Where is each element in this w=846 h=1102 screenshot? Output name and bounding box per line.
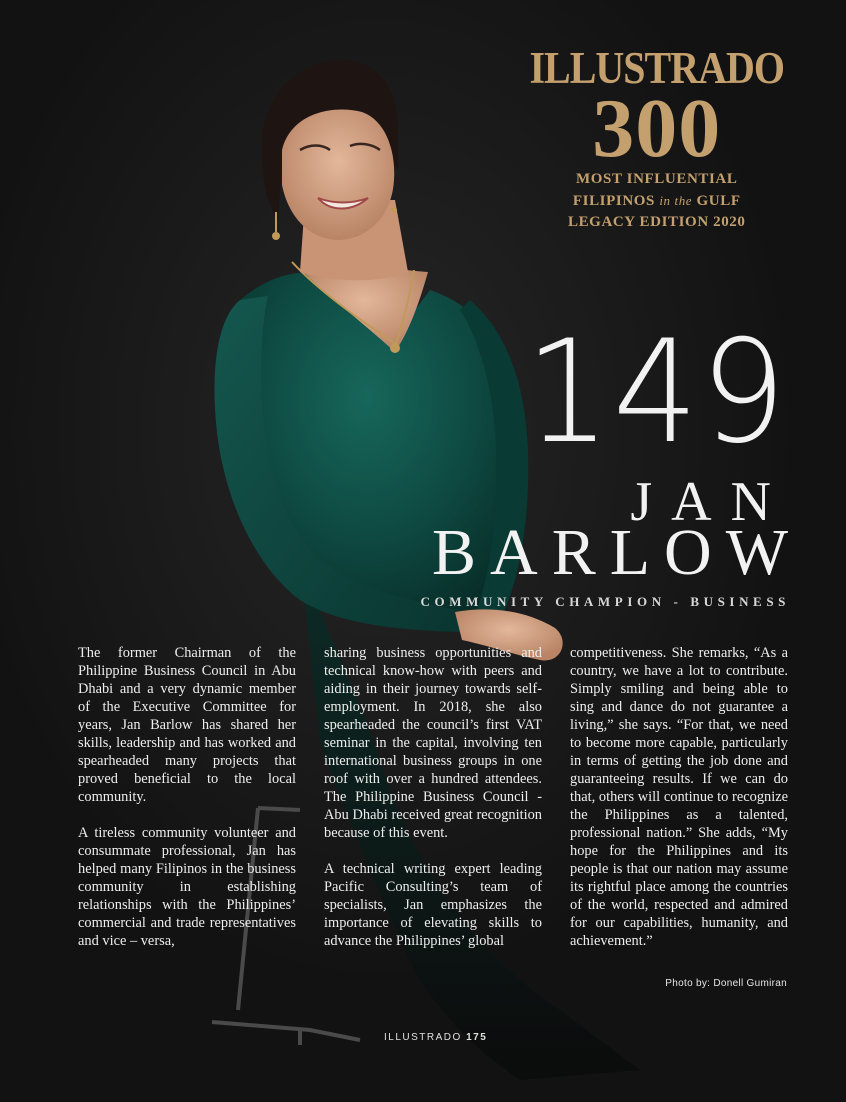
- earring-left: [272, 232, 280, 240]
- masthead-title: ILLUSTRADO: [529, 41, 784, 94]
- masthead-line3: LEGACY EDITION 2020: [567, 214, 746, 230]
- paragraph: sharing business opportunities and technical know-how with peers and aiding in their journey towards self-employment. In 2018, she also spearheaded the council’s first VAT seminar in the capital, involving ten international business groups in one roof with over a hundred attendees. The Philippine Business Council - Abu Dhabi received great recognition because of this event.: [324, 645, 542, 841]
- folio-page-number: 175: [466, 1032, 488, 1043]
- masthead-line2: FILIPINOS in the GULF: [572, 193, 741, 209]
- first-name: JAN: [630, 471, 790, 533]
- body-column-3: [570, 644, 788, 968]
- paragraph: The former Chairman of the Philippine Business Council in Abu Dhabi and a very dynamic member of the Executive Committee for years, Jan Barlow has shared her skills, leadership and has worked and spearheaded many projects that proved beneficial to the local community.: [78, 645, 296, 805]
- folio-magazine: ILLUSTRADO: [384, 1032, 462, 1043]
- masthead-number: 300: [592, 82, 722, 175]
- paragraph: A tireless community volunteer and consummate professional, Jan has helped many Filipinos in the business community in establishing relationships with the Philippines’ commercial and trade representatives and vice – versa,: [78, 825, 296, 949]
- face: [282, 110, 394, 240]
- page-folio: [384, 1032, 487, 1043]
- body-column-2: [324, 644, 542, 968]
- body-column-1: [78, 644, 296, 968]
- last-name: BARLOW: [432, 516, 802, 589]
- rank-number: 149: [524, 310, 788, 475]
- paragraph: competitiveness. She remarks, “As a country, we have a lot to contribute. Simply smiling and being able to sing and dance do not guarantee a living,” she says. “For that, we need to become more capable, particularly in terms of getting the job done and guaranteeing results. If we can do that, others will continue to recognize the Philippines as a talented, professional nation.” She adds, “My hope for the Philippines and its people is that our nation may assume its rightful place among the countries of the world, respected and admired for our capabilities, humanity, and achievement.”: [570, 645, 788, 949]
- photo-credit: Photo by: Donell Gumiran: [665, 978, 787, 989]
- category-label: COMMUNITY CHAMPION - BUSINESS: [420, 594, 790, 609]
- paragraph: A technical writing expert leading Pacific Consulting’s team of specialists, Jan emphasizes the importance of elevating skills to advance the Philippines’ global: [324, 861, 542, 949]
- masthead-logo: [529, 41, 784, 230]
- masthead-line1: MOST INFLUENTIAL: [576, 171, 738, 187]
- earring-right: [391, 207, 397, 213]
